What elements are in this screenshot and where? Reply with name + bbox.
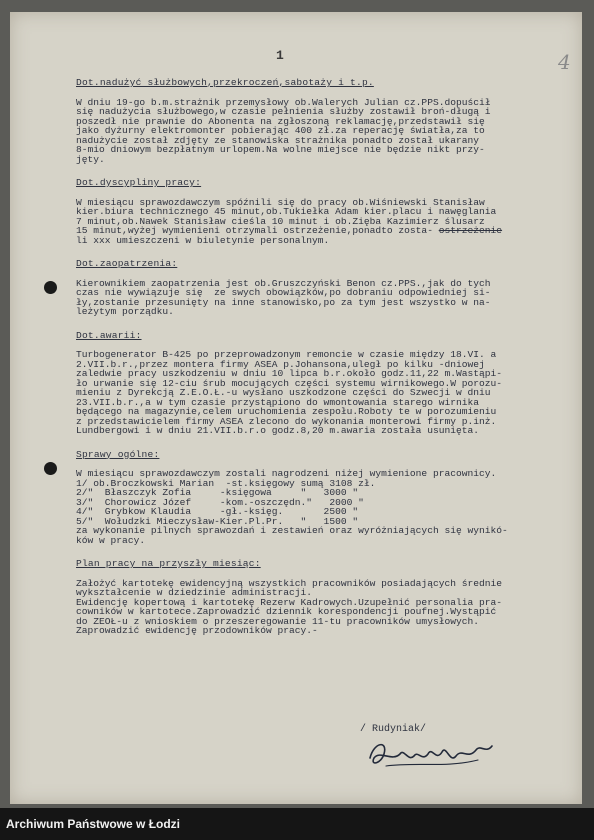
text-line: 1/ ob.Broczkowski Marian -st.księgowy sumą 3108 zł. (76, 477, 376, 489)
section-heading: Dot.nadużyć służbowych,przekroczeń,sabotaży i t.p. (76, 77, 374, 88)
text-line: ło urwanie się 12-ciu śrub mocujących części systemu wirnikowego.W porozu- (76, 377, 503, 389)
text-line: ków w pracy. (76, 534, 146, 546)
text-line: 3/" Chorowicz Józef -kom.-oszczędn." 2000 " (76, 496, 364, 508)
text-line: 7 minut,ob.Nawek Stanisław cieśla 10 minut i ob.Zięba Kazimierz ślusarz (76, 215, 485, 227)
document-page (10, 12, 582, 804)
handwritten-signature (366, 736, 496, 772)
section-heading: Dot.awarii: (76, 329, 142, 341)
text-line: Zaprowadzić ewidencję przodowników pracy.- (76, 625, 318, 636)
text-line: czas nie wywiązuje się ze swych obowiązków,po dobraniu odpowiedniej si- (76, 287, 491, 298)
text-line: 8-mio dniowym bezpłatnym urlopem.Na wolne miejsce nie będzie nikt przy- (76, 144, 485, 155)
text-line: mieniu z Dyrekcją Z.E.O.Ł.-u wysłano uszkodzone części do Szwecji w dniu (76, 387, 491, 398)
text-line: W miesiącu sprawozdawczym zostali nagrodzeni niżej wymienione pracownicy. (76, 468, 497, 479)
section-heading: Dot.zaopatrzenia: (76, 258, 178, 269)
text-line: Założyć kartotekę ewidencyjną wszystkich pracowników posiadających średnie (76, 577, 503, 589)
text-line: cowników w kartotece.Zaprowadzić dziennik korespondencji poufnej.Wystąpić (76, 606, 497, 617)
text-line: z przedstawicielem firmy ASEA zlecono do wykonania monterowi firmy p.inż. (76, 415, 497, 427)
text-line: jęty. (76, 153, 105, 165)
text-line: W miesiącu sprawozdawczym spóźnili się do pracy ob.Wiśniewski Stanisław (76, 196, 485, 208)
report-body (76, 74, 576, 636)
struck-word: ostrzeżenie (438, 225, 503, 236)
text-line: wykształcenie w dziedzinie administracji. (76, 587, 313, 598)
section-heading: Plan pracy na przyszły miesiąc: (76, 558, 261, 569)
text-line: 4/" Grybkow Klaudia -gł.-księg. 2500 " (76, 506, 359, 517)
text-line: W dniu 19-go b.m.strażnik przemysłowy ob.Walerych Julian cz.PPS.dopuścił (76, 96, 491, 108)
text-line: zaledwie pracy uszkodzeniu w dniu 10 lipca b.r.około godz.11,22 m.Wastąpi- (76, 368, 503, 379)
signature-label: / Rudyniak/ (360, 724, 427, 735)
text-line: do ZEOŁ-u z wnioskiem o przeszeregowanie 11-tu pracowników umysłowych. (76, 615, 480, 627)
text-line: za wykonanie pilnych sprawozdań i zestawień oraz wyróżniających się wynikó- (76, 525, 508, 536)
text-line: 23.VII.b.r.,a w tym czasie przystąpiono do wmontowania starego wirnika (76, 396, 480, 408)
text-line: będącego na magazynie,celem uruchomienia zespołu.Roboty te w porozumieniu (76, 406, 497, 417)
text-line: nadużycie został zdjęty ze stanowiska strażnika ponadto został ukarany (76, 134, 480, 146)
text-line: Turbogenerator B-425 po przeprowadzonym remoncie w czasie między 18.VI. a (76, 349, 497, 360)
text-line: li xxx umieszczeni w biuletynie personalnym. (76, 234, 330, 246)
page-number: 1 (276, 48, 284, 63)
text-line: poszedł nie prawnie do Abonenta na zgłoszoną reklamację,przedstawił się (76, 115, 485, 127)
text-fragment: 15 minut,wyżej wymienieni otrzymali ostrzeżenie,ponadto zosta- (76, 225, 433, 236)
section-heading: Sprawy ogólne: (76, 448, 160, 460)
text-line: jako dyżurny elektromonter pobierając 400 zł.za reperację światła,za to (76, 125, 485, 136)
corner-mark: 4 (558, 50, 571, 74)
text-line: Ewidencję kopertową i kartotekę Rezerw Kadrowych.Uzupełnić personalia pra- (76, 596, 503, 608)
punch-hole (44, 281, 57, 294)
text-line: kier.biura technicznego 45 minut,ob.Tukiełka Adam kier.placu i nawęglania (76, 206, 497, 217)
section-heading: Dot.dyscypliny pracy: (76, 177, 202, 188)
text-line: ły,zostanie przesunięty na inne stanowisko,po za tym jest wszystko w na- (76, 296, 491, 308)
archive-footer: Archiwum Państwowe w Łodzi (0, 808, 594, 840)
text-line: leżytym porządku. (76, 306, 174, 317)
text-line: 2.VII.b.r.,przez montera firmy ASEA p.Johansona,uległ po kilku -dniowej (76, 358, 485, 370)
text-line: się nadużycia służbowego,w czasie pełnienia służby zostawił broń-długą i (76, 106, 491, 117)
text-line: 5/" Wołudzki Mieczysław-Kier.Pl.Pr. " 1500 " (76, 515, 359, 527)
text-line: Lundbergowi i w dniu 21.VII.b.r.o godz.8,20 m.awaria została usunięta. (76, 425, 480, 436)
text-line: Kierownikiem zaopatrzenia jest ob.Gruszczyński Benon cz.PPS.,jak do tych (76, 277, 491, 289)
punch-hole (44, 462, 57, 475)
text-line: 2/" Błaszczyk Zofia -księgowa " 3000 " (76, 487, 359, 498)
